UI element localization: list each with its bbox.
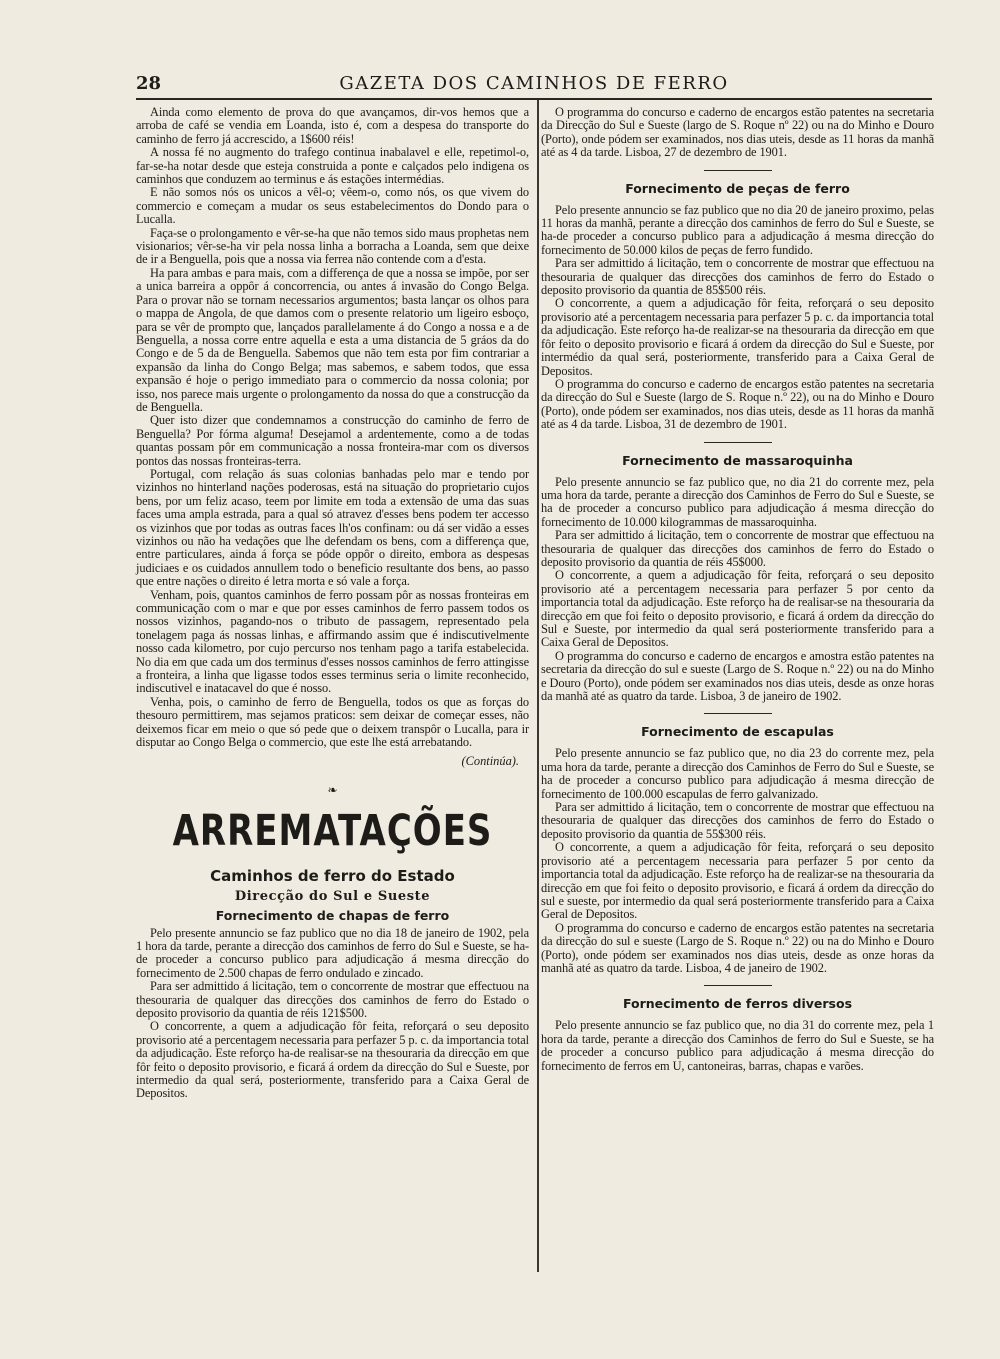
article-paragraph: Venham, pois, quantos caminhos de ferro possam pôr as nossas fronteiras em communicação com o mar e que por esses caminhos de ferro passem todos os nossos vizinhos, pagando-nos o tributo de passagem, representado pela tonelagem paga ás nossas linhas, e affirmando assim que é indiscutivelmente nosso cada kilometro, por cujo percurso nos tenham pago a tarifa estabelecida. No dia em que cada um dos terminus d'esses nossos caminhos de ferro attingisse a fronteira, a linha que ligasse todos esses terminus seria o limite reconhecido, indiscutivel e inatacavel do que é nosso. (136, 587, 529, 696)
notice-paragraph: Pelo presente annuncio se faz publico que no dia 20 de janeiro proximo, pelas 11 horas da manhã, perante a direcção dos caminhos de ferro do Sul e Sueste, se ha-de proceder a concurso publico para a adjudicação á mesma direcção do fornecimento de 50.000 kilos de peças de ferro fundido. (541, 202, 934, 257)
notice-title: Fornecimento de ferros diversos (622, 996, 853, 1012)
continua-note: (Continúa). (461, 753, 519, 768)
ornament-divider (136, 783, 529, 797)
article-paragraph: E não somos nós os unicos a vêl-o; vêem-o, como nós, os que vivem do commercio e começam a mudar os seus estabelecimentos do Dondo para o Lucalla. (136, 185, 529, 227)
notice-paragraph: Para ser admittido á licitação, tem o concorrente de mostrar que effectuou na thesouraria de qualquer das direcções dos caminhos de ferro do Estado o deposito provisorio da quantia de réis 45$000. (541, 528, 934, 569)
notice-paragraph: Pelo presente annuncio se faz publico que, no dia 23 do corrente mez, pela uma hora da tarde, perante a direcção dos Caminhos de Ferro do Sul e Sueste, se ha de proceder a concurso publico para adjudicação á mesma direcção de fornecimento de 100.000 escapulas de ferro galvanizado. (541, 746, 934, 801)
organization-title: Caminhos de ferro do Estado (210, 866, 455, 885)
notice-paragraph: O programma do concurso e caderno de encargos estão patentes na secretaria da Direcção do Sul e Sueste (largo de S. Roque nº 22) ou na do Minho e Douro (Porto), onde pódem ser examinados, nos dias uteis, desde as 11 horas da manhã até as 4 da tarde. Lisboa, 27 de dezembro de 1901. (541, 105, 934, 160)
running-title: GAZETA DOS CAMINHOS DE FERRO (339, 73, 729, 94)
notice-title: Fornecimento de chapas de ferro (215, 907, 450, 923)
notice-paragraph: O concorrente, a quem a adjudicação fôr feita, reforçará o seu deposito provisorio até a percentagem necessaria para perfazer 5 p. c. da importancia total da adjudicação. Este reforço ha-de realisar-se na thesouraria da direcção em que fôr feito o deposito provisorio, e ficará á ordem da direcção do Sul e Sueste, por intermedio da qual será, posteriormente, transferido para a Caixa Geral de Depositos. (136, 1019, 529, 1101)
notice-paragraph: O programma do concurso e caderno de encargos estão patentes na secretaria da direcção do Sul e Sueste (largo de S. Roque n.º 22), ou na do Minho e Douro (Porto), onde pódem ser examinados, nos dias uteis, desde as 11 horas da manhã até as 4 da tarde. Lisboa, 31 de dezembro de 1901. (541, 376, 934, 432)
column-divider (537, 100, 539, 1272)
right-column (541, 106, 934, 1073)
short-rule (704, 170, 772, 171)
short-rule (704, 442, 772, 443)
article-paragraph: A nossa fé no augmento do trafego continua inabalavel e elle, repetimol-o, far-se-ha notar desde que esteja construida a ponte e calçados pelo indigena os caminhos que conduzem ao terminus e ás estações intermédias. (136, 145, 529, 187)
page-header (136, 70, 932, 96)
notice-title: Fornecimento de peças de ferro (625, 180, 850, 196)
article-paragraph: Venha, pois, o caminho de ferro de Benguella, todos os que as forças do thesouro permittirem, mas sejamos praticos: sem deixar de começar esses, não deixemos ficar em meio o que só pede que o deixem transpôr o Lucalla, para ir disputar ao Congo Belga o commercio, que este lhe está arrebatando. (136, 694, 529, 750)
article-paragraph: Faça-se o prolongamento e vêr-se-ha que não temos sido maus prophetas nem visionarios; vêr-se-ha vir pela nossa linha a borracha a Loanda, sem que deixe de ir a Benguella, pois que a nossa via ferrea não contende com a d'esta. (136, 225, 529, 267)
notice-paragraph: O programma do concurso e caderno de encargos estão patentes na secretaria da direcção do sul e sueste (Largo de S. Roque n.º 22) ou na do Minho e Douro (Porto), onde pódem ser examinados nos dias uteis, desde as onze horas da manhã até as quatro da tarde. Lisboa, 4 de janeiro de 1902. (541, 920, 934, 975)
article-paragraph: Ha para ambas e para mais, com a differença de que a nossa se impõe, por ser a unica barreira a oppôr á concorrencia, ou antes á invasão do Congo Belga. Para o provar não se tornam necessarios argumentos; basta lançar os olhos para o mappa de Angola, de que damos com o presente relatorio um ligeiro esboço, para se vêr de prompto que, lançados parallelamente á do Congo a nossa e a de Benguella, a nossa corre entre aquella e esta a uma distancia de 5 gráos da do Congo e de 5 da de Benguella. Sabemos que não tem esta por fim contrariar a expansão da linha do Congo Belga; mas sabemos, e sabem todos, que essa expansão é hoje o perigo immediato para o commercio da nossa colonia; por isso, nos parece mais urgente o prolongamento da nossa do que a construcção da de Benguella. (136, 265, 529, 414)
notice-title: Fornecimento de escapulas (641, 724, 834, 740)
organization-subtitle: Direcção do Sul e Sueste (234, 888, 431, 904)
notice-paragraph: O concorrente, a quem a adjudicação fôr feita, reforçará o seu deposito provisorio até a percentagem necessaria para perfazer 5 p. c. da importancia total da adjudicação. Este reforço ha-de realizar-se na thesouraria da direcção em que fôr feito o deposito provisorio e ficará á ordem da direcção do Sul e Sueste, por intermédio da qual será, posteriormente, transferido para a Caixa Geral de Depositos. (541, 296, 934, 378)
notice-paragraph: Pelo presente annuncio se faz publico que no dia 18 de janeiro de 1902, pela 1 hora da tarde, perante a direcção dos caminhos de ferro do Sul e Sueste, se ha-de proceder a concurso publico para adjudicação á mesma direcção do fornecimento de 2.500 chapas de ferro ondulado e zincado. (136, 925, 529, 980)
notice-paragraph: Para ser admittido á licitação, tem o concorrente de mostrar que effectuou na thesouraria de qualquer das direcções dos caminhos de ferro do Estado o deposito provisorio da quantia de 85$500 réis. (541, 256, 934, 298)
notice-paragraph: Para ser admittido á licitação, tem o concorrente de mostrar que effectuou na thesouraria de qualquer das direcções dos caminhos de ferro do Estado o deposito provisorio da quantia de réis 121$500. (136, 979, 529, 1020)
ornament-glyph: ❧ (327, 782, 338, 797)
notice-paragraph: O concorrente, a quem a adjudicação fôr feita, reforçará o seu deposito provisorio até a percentagem necessaria para perfazer 5 por cento da importancia total da adjudicação. Este reforço ha de realizar-se na thesouraria da direcção em que foi feito o deposito provisorio, e ficará á ordem da direcção do sul e sueste, por intermedio da qual será posteriormente transferido para a Caixa Geral de Depositos. (541, 840, 934, 922)
section-heading-arrematacoes: ARREMATAÇÕES (172, 805, 493, 856)
header-rule (136, 98, 932, 100)
article-paragraph: Ainda como elemento de prova do que avançamos, dir-vos hemos que a arroba de café se vendia em Loanda, isto é, com a despesa do transporte do caminho de ferro já accrescido, a 1$600 réis! (136, 105, 529, 146)
left-column (136, 106, 529, 1101)
article-paragraph: Portugal, com relação ás suas colonias banhadas pelo mar e tendo por vizinhos no hinterland nações poderosas, está na situação do proprietario cujos bens, por um feliz acaso, teem por limite em toda a extensão de uma das suas faces uma ampla estrada, para a qual só atravez d'esses bens podem ter accesso os vizinhos que por todas as outras faces lh'os confinam: ou dá ser vidão a esses vizinhos ou não ha vedações que lhe defendam os bens, com a differença que, entre particulares, ainda á força se póde oppôr o direito, embora as despesas judiciaes e os cuidados annullem todo o beneficio resultante dos bens, ao passo que entre nações o direito é letra morta e só vale a força. (136, 466, 529, 589)
notice-title: Fornecimento de massaroquinha (622, 452, 853, 468)
short-rule (704, 713, 772, 714)
notice-paragraph: Pelo presente annuncio se faz publico que, no dia 31 do corrente mez, pela 1 hora da tarde, perante a direcção dos Caminhos de ferro do Sul e Sueste, se ha de proceder a concurso publico para adjudicação á mesma direcção do fornecimento de ferros em U, cantoneiras, barras, chapas e varões. (541, 1018, 934, 1073)
notice-paragraph: Para ser admittido á licitação, tem o concorrente de mostrar que effectuou na thesouraria de qualquer das direcções dos caminhos de ferro do Estado o deposito provisorio da quantia de 55$300 réis. (541, 800, 934, 841)
notice-paragraph: O programma do concurso e caderno de encargos e amostra estão patentes na secretaria da direcção do sul e sueste (Largo de S. Roque n.º 22) ou na do Minho e Douro (Porto), onde pódem ser examinados nos dias uteis, desde as onze horas da manhã até as quatro da tarde. Lisboa, 3 de janeiro de 1902. (541, 648, 934, 704)
notice-paragraph: Pelo presente annuncio se faz publico que, no dia 21 do corrente mez, pela uma hora da tarde, perante a direcção dos Caminhos de Ferro do Sul e Sueste, se ha de proceder a concurso publico para adjudicação á mesma direcção do fornecimento de 10.000 kilogrammas de massaroquinha. (541, 474, 934, 529)
short-rule (704, 985, 772, 986)
article-paragraph: Quer isto dizer que condemnamos a construcção do caminho de ferro de Benguella? Por fórma alguma! Desejamol a ardentemente, como a de todas quantas possam pôr em communicação a nossa fronteira-mar com os diversos pontos das nossas fronteiras-terra. (136, 413, 529, 468)
page-number: 28 (136, 73, 162, 94)
notice-paragraph: O concorrente, a quem a adjudicação fôr feita, reforçará o seu deposito provisorio até a percentagem necessaria para perfazer 5 por cento da importancia total da adjudicação. Este reforço ha de realisar-se na thesouraria da direcção em que foi feito o deposito provisorio, e ficará á ordem da direcção do Sul e Sueste, por intermedio da qual será posteriormente transferido para a Caixa Geral de Depositos. (541, 568, 934, 650)
